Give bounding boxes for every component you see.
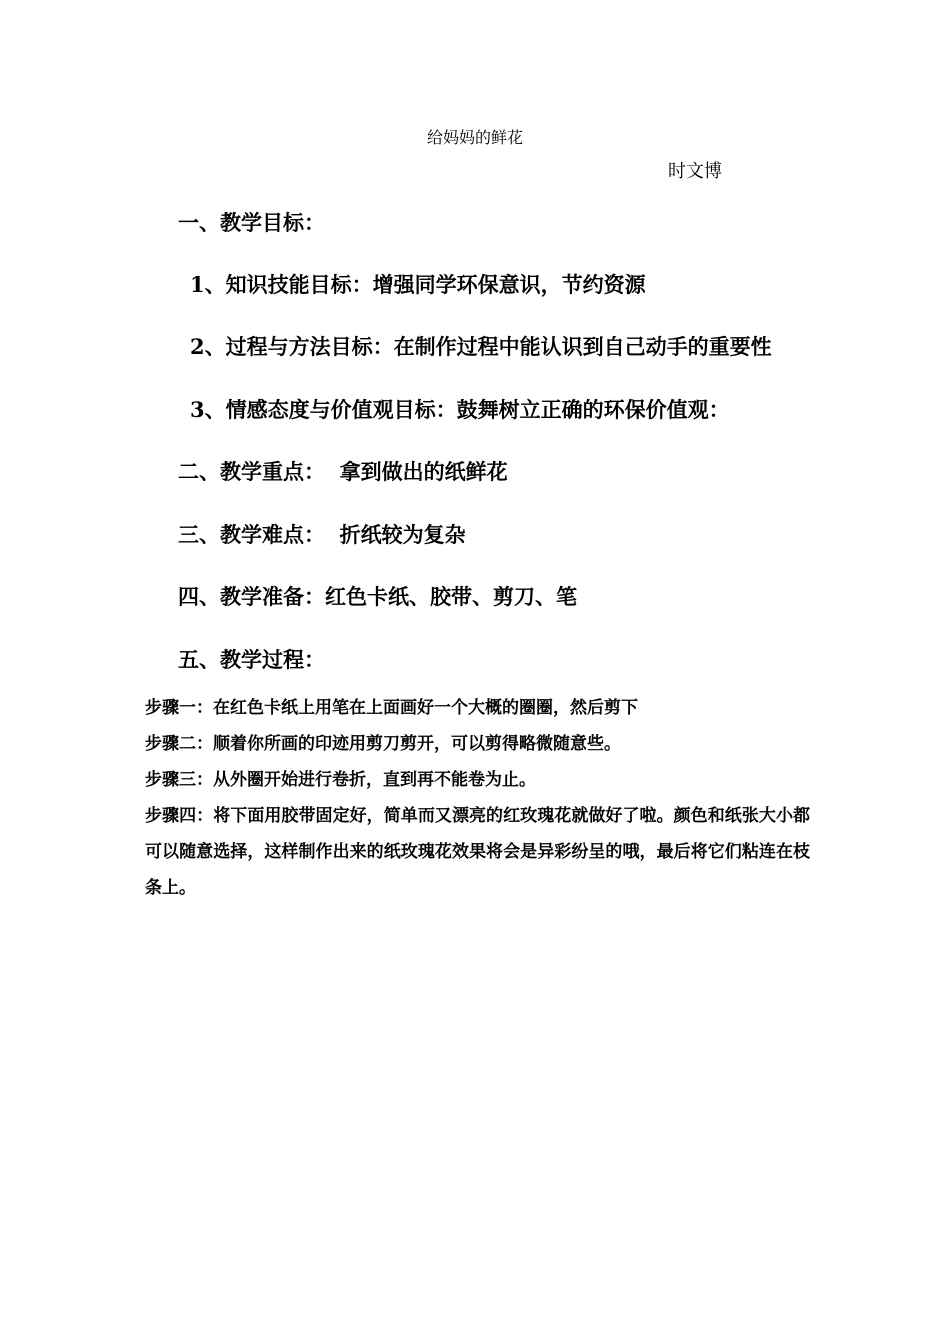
step-three: 步骤三：从外圈开始进行卷折，直到再不能卷为止。 [145, 770, 536, 790]
section-goals-heading: 一、教学目标： [178, 210, 325, 235]
step-two: 步骤二：顺着你所画的印迹用剪刀剪开，可以剪得略微随意些。 [145, 734, 621, 754]
section-difficulty: 三、教学难点： 折纸较为复杂 [178, 522, 466, 547]
step-four: 步骤四：将下面用胶带固定好，简单而又漂亮的红玫瑰花就做好了啦。颜色和纸张大小都可以随意选择，这样制作出来的纸玫瑰花效果将会是异彩纷呈的哦，最后将它们粘连在枝条上。 [145, 806, 810, 898]
step-one: 步骤一：在红色卡纸上用笔在上面画好一个大概的圈圈，然后剪下 [145, 698, 638, 718]
document-title: 给妈妈的鲜花 [426, 128, 523, 147]
goal-emotion-values: 3、情感态度与价值观目标：鼓舞树立正确的环保价值观： [190, 397, 730, 422]
author-name: 时文博 [668, 161, 722, 182]
goal-knowledge-skills: 1、知识技能目标：增强同学环保意识，节约资源 [190, 272, 646, 297]
goal-process-methods: 2、过程与方法目标：在制作过程中能认识到自己动手的重要性 [190, 334, 772, 359]
section-preparation: 四、教学准备：红色卡纸、胶带、剪刀、笔 [178, 584, 577, 609]
section-process-heading: 五、教学过程： [178, 647, 325, 672]
section-key-point: 二、教学重点： 拿到做出的纸鲜花 [178, 459, 508, 484]
